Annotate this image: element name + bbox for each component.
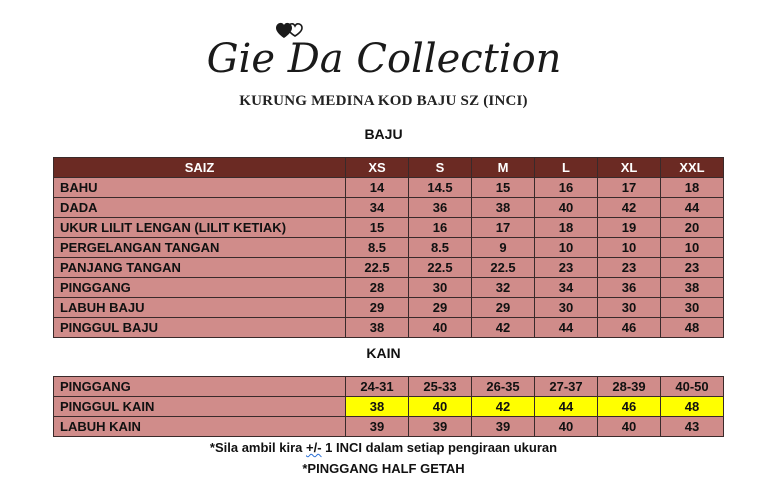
note-measurement	[0, 440, 767, 455]
table-cell: 22.5	[346, 258, 409, 278]
table-cell: 34	[535, 278, 598, 298]
row-label: PINGGUL BAJU	[54, 318, 346, 338]
table-cell: 38	[661, 278, 724, 298]
table-cell: 34	[346, 198, 409, 218]
table-cell: 42	[472, 397, 535, 417]
table-cell: 40	[535, 417, 598, 437]
page-title: KURUNG MEDINA KOD BAJU SZ (INCI)	[239, 93, 528, 109]
table-cell: 16	[409, 218, 472, 238]
table-row	[54, 178, 724, 198]
table-cell: 46	[598, 318, 661, 338]
note-suffix: 1 INCI dalam setiap pengiraan ukuran	[321, 440, 558, 455]
table-row	[54, 298, 724, 318]
table-row	[54, 238, 724, 258]
kain-size-table	[53, 376, 724, 437]
table-cell: 23	[535, 258, 598, 278]
table-cell: 38	[346, 318, 409, 338]
table-cell: 40	[598, 417, 661, 437]
table-cell: 40	[409, 318, 472, 338]
table-cell: 14.5	[409, 178, 472, 198]
kain-label: KAIN	[366, 345, 401, 361]
header-cell: XL	[598, 158, 661, 178]
table-cell: 24-31	[346, 377, 409, 397]
table-cell: 40-50	[661, 377, 724, 397]
table-cell: 23	[598, 258, 661, 278]
table-cell: 8.5	[346, 238, 409, 258]
table-cell: 23	[661, 258, 724, 278]
table-cell: 14	[346, 178, 409, 198]
table-cell: 30	[535, 298, 598, 318]
table-row	[54, 278, 724, 298]
table-cell: 39	[472, 417, 535, 437]
table-cell: 17	[598, 178, 661, 198]
table-cell: 46	[598, 397, 661, 417]
table-cell: 28-39	[598, 377, 661, 397]
table-cell: 25-33	[409, 377, 472, 397]
table-cell: 29	[346, 298, 409, 318]
table-cell: 28	[346, 278, 409, 298]
table-row	[54, 417, 724, 437]
table-cell: 20	[661, 218, 724, 238]
table-cell: 44	[535, 397, 598, 417]
table-row-highlighted	[54, 397, 724, 417]
table-cell: 36	[598, 278, 661, 298]
table-row	[54, 377, 724, 397]
table-cell: 38	[472, 198, 535, 218]
table-cell: 15	[472, 178, 535, 198]
table-cell: 39	[346, 417, 409, 437]
table-cell: 40	[409, 397, 472, 417]
table-cell: 39	[409, 417, 472, 437]
table-cell: 42	[598, 198, 661, 218]
table-cell: 36	[409, 198, 472, 218]
table-cell: 9	[472, 238, 535, 258]
table-cell: 10	[535, 238, 598, 258]
row-label: PINGGUL KAIN	[54, 397, 346, 417]
table-cell: 40	[535, 198, 598, 218]
header-cell: S	[409, 158, 472, 178]
row-label: LABUH KAIN	[54, 417, 346, 437]
row-label: UKUR LILIT LENGAN (LILIT KETIAK)	[54, 218, 346, 238]
note-waist: *PINGGANG HALF GETAH	[302, 461, 465, 476]
table-cell: 22.5	[409, 258, 472, 278]
table-cell: 42	[472, 318, 535, 338]
table-cell: 29	[472, 298, 535, 318]
table-cell: 48	[661, 397, 724, 417]
baju-label: BAJU	[364, 126, 403, 142]
table-cell: 18	[535, 218, 598, 238]
brand-logo	[0, 14, 767, 84]
table-cell: 17	[472, 218, 535, 238]
table-cell: 27-37	[535, 377, 598, 397]
table-cell: 48	[661, 318, 724, 338]
table-header-row	[54, 158, 724, 178]
table-cell: 22.5	[472, 258, 535, 278]
row-label: LABUH BAJU	[54, 298, 346, 318]
table-cell: 18	[661, 178, 724, 198]
table-cell: 16	[535, 178, 598, 198]
logo-graphic	[206, 14, 561, 84]
table-row	[54, 318, 724, 338]
table-cell: 15	[346, 218, 409, 238]
row-label: PANJANG TANGAN	[54, 258, 346, 278]
table-cell: 10	[598, 238, 661, 258]
row-label: PERGELANGAN TANGAN	[54, 238, 346, 258]
note-tolerance: +/-	[306, 440, 322, 455]
table-cell: 30	[661, 298, 724, 318]
table-cell: 10	[661, 238, 724, 258]
logo-text: Gie Da Collection	[206, 36, 561, 82]
baju-size-table	[53, 157, 724, 338]
table-cell: 30	[598, 298, 661, 318]
table-row	[54, 258, 724, 278]
table-cell: 26-35	[472, 377, 535, 397]
row-label: DADA	[54, 198, 346, 218]
table-row	[54, 198, 724, 218]
table-cell: 43	[661, 417, 724, 437]
header-cell: M	[472, 158, 535, 178]
table-cell: 44	[661, 198, 724, 218]
note-prefix: *Sila ambil kira	[209, 440, 307, 455]
header-cell: L	[535, 158, 598, 178]
table-cell: 32	[472, 278, 535, 298]
header-cell: XXL	[661, 158, 724, 178]
table-cell: 44	[535, 318, 598, 338]
row-label: PINGGANG	[54, 377, 346, 397]
table-row	[54, 218, 724, 238]
header-cell: SAIZ	[54, 158, 346, 178]
table-cell: 19	[598, 218, 661, 238]
table-cell: 29	[409, 298, 472, 318]
row-label: PINGGANG	[54, 278, 346, 298]
row-label: BAHU	[54, 178, 346, 198]
table-cell: 30	[409, 278, 472, 298]
table-cell: 38	[346, 397, 409, 417]
header-cell: XS	[346, 158, 409, 178]
table-cell: 8.5	[409, 238, 472, 258]
